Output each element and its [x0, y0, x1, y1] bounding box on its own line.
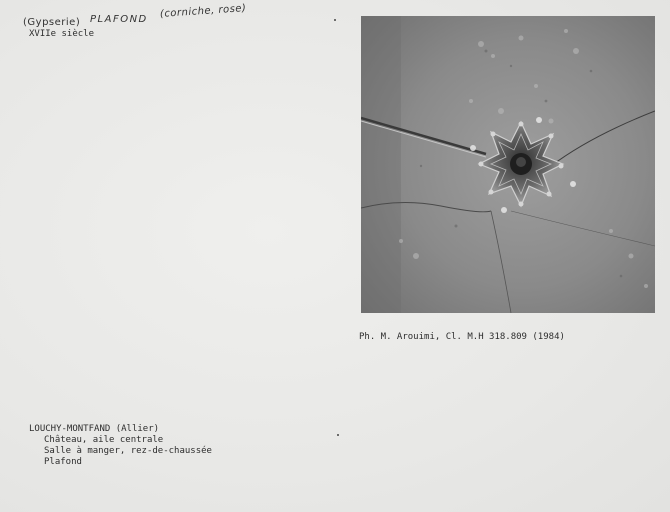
- punch-dot-top: [334, 19, 336, 21]
- handwritten-subject: PLAFOND: [90, 14, 148, 25]
- photo-credit: Ph. M. Arouimi, Cl. M.H 318.809 (1984): [359, 332, 565, 342]
- ceiling-rose-image: [361, 16, 655, 313]
- punch-dot-bottom: [337, 434, 339, 436]
- handwritten-category: (Gypserie): [23, 17, 81, 28]
- location-room: Salle à manger, rez-de-chaussée: [44, 446, 212, 456]
- location-building: Château, aile centrale: [44, 435, 164, 445]
- location-commune: LOUCHY-MONTFAND (Allier): [29, 424, 160, 434]
- ceiling-photograph: [361, 16, 655, 313]
- century-label: XVIIe siècle: [29, 29, 95, 39]
- handwritten-details: (corniche, rose): [159, 2, 247, 20]
- location-element: Plafond: [44, 457, 82, 467]
